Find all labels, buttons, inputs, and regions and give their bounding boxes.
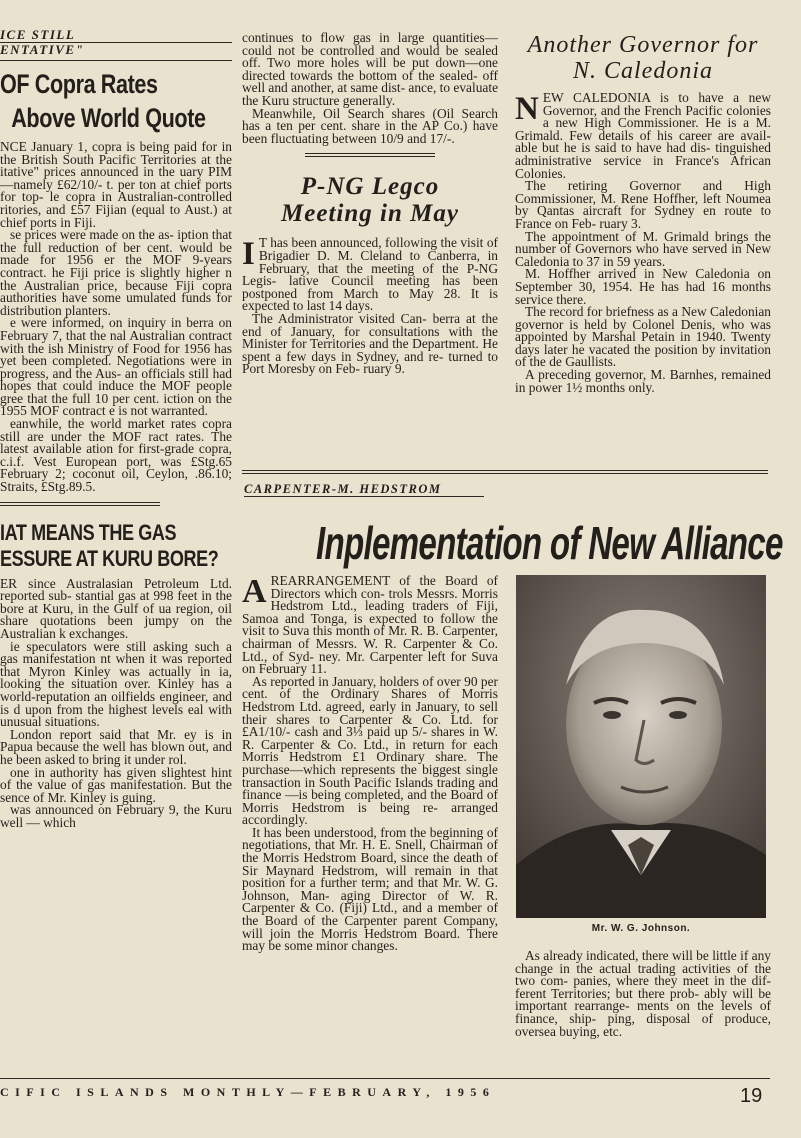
caledonia-headline-line2: N. Caledonia	[572, 58, 713, 84]
caledonia-paragraph: M. Hoffher arrived in New Caledonia on September 30, 1954. He has had 16 months service there.	[515, 266, 771, 307]
feature-banner-headline: Inplementation of New Alliance	[316, 517, 783, 569]
gas-paragraph: ER since Australasian Petroleum Ltd. reported sub- stantial gas at 998 feet in the bore at Kuru, in the Gulf of ua region, oil share quotations been jumpy on the Australian k exchanges.	[0, 575, 232, 641]
gas-paragraph: one in authority has given slightest hint of the value of gas manifestation. But the sence of Mr. Kinley is guing.	[0, 764, 232, 805]
section-divider	[0, 502, 160, 506]
feature-kicker	[244, 482, 484, 497]
section-divider	[242, 470, 768, 474]
legco-dropcap: I	[242, 236, 255, 273]
feature-kicker-text: CARPENTER-M. HEDSTROM	[244, 482, 442, 496]
running-footer: CIFIC ISLANDS MONTHLY—FEBRUARY, 1956	[0, 1085, 496, 1099]
feature-paragraph: As already indicated, there will be little if any change in the actual trading activities of the two com- panies, where they meet in the dif- ferent Territories; but there prob- ably will be important rearrange- ments on the levels of finance, ship- ping, disposal of produce, oversea buying, etc.	[515, 950, 771, 1039]
legco-headline: P-NG Legco Meeting in May	[281, 173, 459, 228]
feature-paragraph: As reported in January, holders of over 90 per cent. of the Ordinary Shares of Morris Hedstrom Ltd. agreed, early in January, to sell their shares to Carpenter & Co. Ltd. for £A1/10/- cash and 3⅓ paid up 5/- shares in W. R. Carpenter & Co. Ltd., in return for each Morris Hedstrom £1 Ordinary share. The purchase—which represents the biggest single transaction in South Pacific Islands trading and finance —is being completed, and the Board of Morris Hedstrom is being re- arranged accordingly.	[242, 673, 498, 828]
caledonia-paragraph: A preceding governor, M. Barnhes, remained in power 1½ months only.	[515, 367, 771, 395]
gas-paragraph: was announced on February 9, the Kuru well — which	[0, 802, 232, 830]
feature-paragraph: REARRANGEMENT of the Board of Directors which con- trols Messrs. Morris Hedstrom Ltd., leading traders of Fiji, Samoa and Tonga, is expected to follow the visit to Suva this month of Mr. R. B. Carpenter, chairman of Messrs. W. R. Carpenter & Co. Ltd., of Syd- ney. Mr. Carpenter left for Suva on February 11.	[242, 575, 498, 677]
legco-column	[242, 32, 498, 472]
portrait-photo	[516, 575, 766, 918]
gas-paragraph: ie speculators were still asking such a gas manifestation nt when it was reported that Myron Kinley was actually in ia, looking the situation over. Kinley has a world-reputation an oilfields engineer, and is d upon from the highest levels eal with unusual situations.	[0, 638, 232, 730]
feature-paragraph: It has been understood, from the beginning of negotiations, that Mr. H. E. Snell, Chairman of the Morris Hedstrom Board, since the death of Sir Maynard Hedstrom, will remain in that position for a further term; and that Mr. W. G. Johnson, Man- aging Director of W. R. Carpenter & Co. (Fiji) Ltd., and a member of the Board of the Carpenter parent Company, will join the Morris Hedstrom Board. There may be some minor changes.	[242, 824, 498, 954]
legco-paragraph: The Administrator visited Can- berra at the end of January, for consultations with the Minister for Territories and the Department. He spent a few days in Sydney, and re- turned to Port Moresby on Feb- ruary 9.	[242, 310, 498, 377]
copra-kicker-line1: ICE STILL	[0, 28, 232, 43]
gas-headline-line2: ESSURE AT KURU BORE?	[0, 545, 219, 571]
feature-continued-column	[515, 950, 771, 1080]
copra-paragraph: eanwhile, the world market rates copra still are under the MOF ract rates. The latest available ation for first-grade copra, c.i.f. Vest European port, was £Stg.65 February 2; coconut oil, Ceylon, .86.10; Straits, £Stg.89.5.	[0, 416, 232, 495]
caledonia-paragraph: The retiring Governor and High Commissioner, M. Rene Hoffher, left Noumea by Qantas aircraft for Sydney en route to France on Feb- ruary 3.	[515, 178, 771, 231]
portrait-image	[516, 575, 766, 918]
caledonia-paragraph: The record for briefness as a New Caledonian governor is held by Colonel Denis, who was appointed by Marshal Petain in 1940. Twenty days later he vacated the position by invitation of the de Gaullists.	[515, 304, 771, 370]
page-number: 19	[740, 1085, 763, 1107]
caledonia-paragraph: EW CALEDONIA is to have a new Governor, and the French Pacific colonies a new High Commissioner. He is a M. Grimald. Few details of his career are avail- able but he is said to have had dis- tinguished administrative service in France's African Colonies.	[515, 90, 771, 181]
copra-kicker-rule	[0, 60, 232, 61]
legco-paragraph: T has been announced, following the visit of Brigadier D. M. Cleland to Canberra, in February, that the meeting of the P-NG Legis- lative Council meeting has been postponed from March to May 28. It is expected to last 14 days.	[242, 235, 498, 314]
copra-rates-column	[0, 28, 232, 1078]
gas-paragraph: London report said that Mr. ey is in Papua because the well has blown out, and he been asked to bring it under rol.	[0, 726, 232, 767]
section-divider	[305, 153, 435, 157]
copra-paragraph: se prices were made on the as- iption that the full reduction of ber cent. would be made for 1956 er the MOF 9-years contract. he Fiji price is slightly higher n the Australian price, because Fiji copra authorities have some umulated funds for distribution planters.	[0, 227, 232, 318]
copra-headline-line1: OF Copra Rates	[0, 69, 158, 99]
feature-dropcap: A	[242, 575, 267, 610]
gas-continued-paragraph: Meanwhile, Oil Search shares (Oil Search has a ten per cent. share in the AP Co.) have been fluctuating between 10/9 and 17/-.	[242, 105, 498, 146]
copra-kicker-line2: ENTATIVE"	[0, 42, 85, 57]
caledonia-headline-line1: Another Governor for	[527, 32, 759, 58]
portrait-caption: Mr. W. G. Johnson.	[591, 923, 691, 934]
feature-body-column	[242, 575, 498, 1075]
gas-headline-line1: IAT MEANS THE GAS	[0, 519, 177, 545]
copra-headline-line2: Above World Quote	[11, 103, 206, 133]
gas-continued-paragraph: continues to flow gas in large quantities—could not be controlled and would be sealed off. Two more holes will be put down—one directed towards the bottom of the sealed- off well and another, at same dist- ance, to evaluate the Kuru structure generally.	[242, 32, 498, 108]
caledonia-dropcap: N	[515, 91, 539, 127]
footer-rule	[0, 1078, 770, 1079]
copra-paragraph: NCE January 1, copra is being paid for in the British South Pacific Territories at the itative" prices announced in the uary PIM—namely £62/10/- t. per ton at chief ports for top- le copra in Australian-controlled ritories, and £57 Fijian (equal to Aust.) at chief ports in Fiji.	[0, 139, 232, 230]
copra-paragraph: e were informed, on inquiry in berra on February 7, that the nal Australian contract with the ish Ministry of Food for 1956 has yet been completed. Negotiations were in progress, and the Aus- an officials still had hopes that could induce the MOF people gree that the full 10 per cent. iction on the 1955 MOF contract e is not warranted.	[0, 315, 232, 419]
new-caledonia-column	[515, 32, 771, 472]
caledonia-paragraph: The appointment of M. Grimald brings the number of Governors who have served in New Caledonia to 37 in 59 years.	[515, 228, 771, 269]
